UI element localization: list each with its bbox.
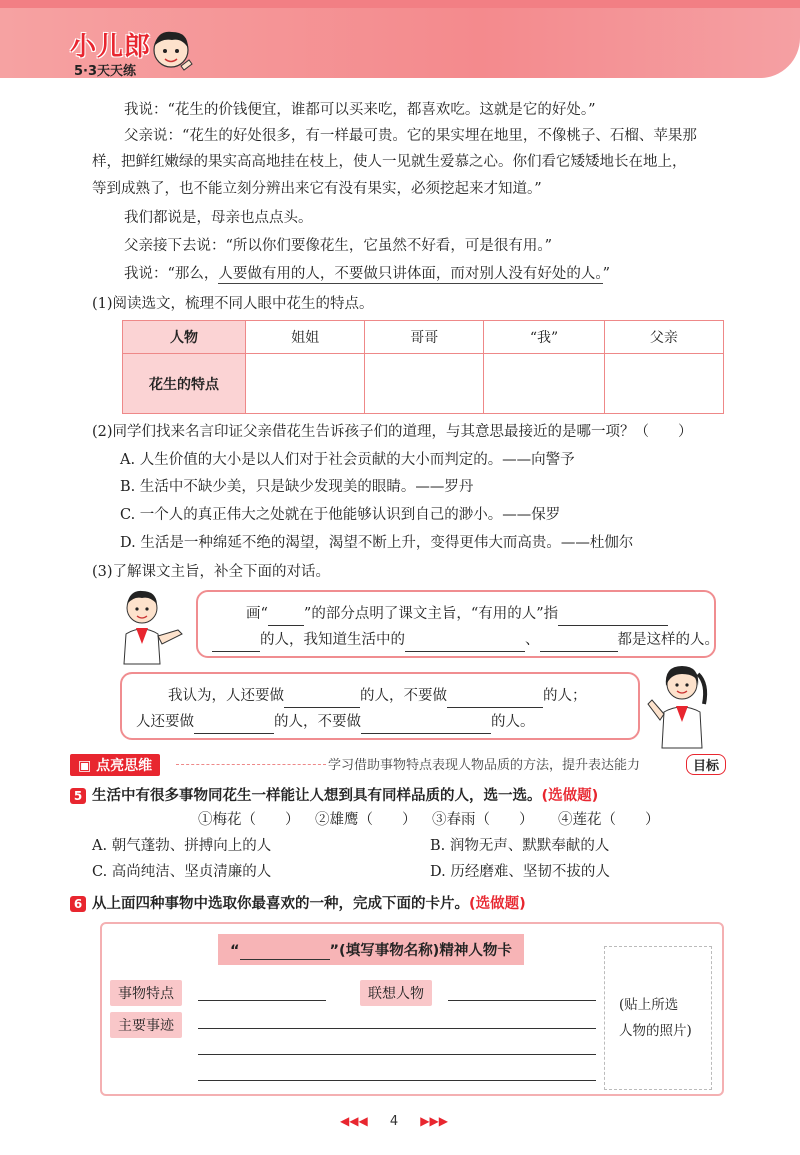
book-icon: ▣ xyxy=(78,758,97,774)
q3-prompt: (3)了解课文主旨，补全下面的对话。 xyxy=(92,564,331,580)
brand-logo: 小儿郎 xyxy=(70,32,152,62)
student-girl-icon xyxy=(642,660,722,750)
bubble1-text-a: 画“ xyxy=(246,606,268,622)
q5-option-c: C. 高尚纯洁、坚贞清廉的人 xyxy=(92,864,272,880)
bubble2-text-c: 的人； xyxy=(543,688,587,704)
q1-table-col-1: 姐姐 xyxy=(246,321,365,354)
passage-line-1: 我说：“花生的价钱便宜，谁都可以买来吃，都喜欢吃。这就是它的好处。” xyxy=(124,102,596,118)
q5-item-1[interactable]: ①梅花（ ） xyxy=(198,812,300,828)
q1-table-row-label: 花生的特点 xyxy=(123,354,246,414)
q6-heading xyxy=(70,892,526,913)
next-arrows-icon: ▶▶▶ xyxy=(420,1114,448,1128)
q1-table-col-3: “我” xyxy=(484,321,604,354)
dialogue-bubble-1 xyxy=(196,590,719,658)
bubble2-line-1 xyxy=(168,684,587,708)
q1-answer-cell-3[interactable] xyxy=(484,354,604,414)
card-photo-text-2: 人物的照片) xyxy=(619,1023,692,1039)
q2-option-c[interactable]: C. 一个人的真正伟大之处就在于他能够认识到自己的渺小。——保罗 xyxy=(120,507,561,523)
q6-optional-tag: (选做题) xyxy=(469,896,526,912)
bubble2-text-d: 人还要做 xyxy=(136,714,194,730)
section-divider xyxy=(176,764,326,765)
q1-answer-cell-4[interactable] xyxy=(604,354,723,414)
card-title xyxy=(218,934,524,965)
card-title-suffix: ”(填写事物名称)精神人物卡 xyxy=(329,943,512,959)
card-feature-blank[interactable] xyxy=(198,984,326,1001)
passage-key-sentence: 人要做有用的人，不要做只讲体面，而对别人没有好处的人。 xyxy=(218,266,603,282)
q1-table xyxy=(122,320,724,414)
bubble1-blank-1[interactable] xyxy=(268,609,304,626)
passage-line-7-prefix: 我说：“那么， xyxy=(124,266,219,282)
mascot-boy-icon xyxy=(148,26,194,76)
card-title-blank[interactable] xyxy=(240,943,330,960)
q1-table-header-label: 人物 xyxy=(123,321,246,354)
bubble1-blank-2[interactable] xyxy=(558,609,668,626)
q5-option-d: D. 历经磨难、坚韧不拔的人 xyxy=(430,864,610,880)
card-label-feature: 事物特点 xyxy=(110,980,182,1006)
bubble1-line-2 xyxy=(212,628,719,652)
section-description: 学习借助事物特点表现人物品质的方法，提升表达能力 xyxy=(328,758,641,773)
bubble2-blank-4[interactable] xyxy=(361,717,491,734)
bubble1-text-b: ”的部分点明了课文主旨，“有用的人”指 xyxy=(303,606,559,622)
card-photo-text-1: (贴上所选 xyxy=(619,997,679,1013)
q5-heading xyxy=(70,784,598,805)
q5-option-b: B. 润物无声、默默奉献的人 xyxy=(430,838,610,854)
brand-subtitle: 5·3天天练 xyxy=(74,64,137,79)
q6-number: 6 xyxy=(70,896,86,912)
page-number: 4 xyxy=(389,1114,399,1129)
bubble2-line-2 xyxy=(136,710,535,734)
card-deeds-line-2[interactable] xyxy=(198,1038,596,1055)
card-person-blank[interactable] xyxy=(448,984,596,1001)
passage-line-6: 父亲接下去说：“所以你们要像花生，它虽然不好看，可是很有用。” xyxy=(124,238,553,254)
dialogue-bubble-2 xyxy=(120,672,640,740)
section-label xyxy=(70,754,160,776)
q6-prompt: 从上面四种事物中选取你最喜欢的一种，完成下面的卡片。 xyxy=(92,896,469,912)
q5-item-4[interactable]: ④莲花（ ） xyxy=(558,812,660,828)
bubble1-blank-4[interactable] xyxy=(405,635,525,652)
q1-table-col-2: 哥哥 xyxy=(365,321,484,354)
bubble2-text-f: 的人。 xyxy=(491,714,535,730)
bubble1-text-c: 的人，我知道生活中的 xyxy=(260,632,405,648)
bubble1-line-1 xyxy=(246,602,668,626)
q2-option-d[interactable]: D. 生活是一种绵延不绝的渴望，渴望不断上升，变得更伟大而高贵。——杜伽尔 xyxy=(120,535,634,551)
passage-line-7 xyxy=(124,262,610,286)
bubble2-blank-3[interactable] xyxy=(194,717,274,734)
section-goal-badge: 目标 xyxy=(686,754,726,775)
bubble1-text-e: 都是这样的人。 xyxy=(617,632,719,648)
card-title-prefix: “ xyxy=(230,943,240,959)
q5-option-a: A. 朝气蓬勃、拼搏向上的人 xyxy=(92,838,272,854)
card-photo-placeholder[interactable] xyxy=(604,946,712,1090)
bubble2-blank-2[interactable] xyxy=(447,691,543,708)
q1-prompt: (1)阅读选文，梳理不同人眼中花生的特点。 xyxy=(92,296,374,312)
q5-number: 5 xyxy=(70,788,86,804)
q5-item-3[interactable]: ③春雨（ ） xyxy=(432,812,534,828)
bubble1-text-d: 、 xyxy=(525,632,540,648)
passage-line-7-suffix: ” xyxy=(602,266,611,282)
card-label-deeds: 主要事迹 xyxy=(110,1012,182,1038)
q2-prompt: (2)同学们找来名言印证父亲借花生告诉孩子们的道理，与其意思最接近的是哪一项？（ ） xyxy=(92,424,693,440)
bubble2-text-b: 的人，不要做 xyxy=(360,688,447,704)
q5-optional-tag: (选做题) xyxy=(541,788,599,804)
section-bar xyxy=(70,754,730,774)
passage-line-5: 我们都说是，母亲也点点头。 xyxy=(124,210,313,226)
card-deeds-line-1[interactable] xyxy=(198,1012,596,1029)
bubble1-blank-3[interactable] xyxy=(212,635,260,652)
header-strip xyxy=(0,0,800,8)
passage-line-2: 父亲说：“花生的好处很多，有一样最可贵。它的果实埋在地里，不像桃子、石榴、苹果那 xyxy=(124,128,697,144)
spirit-person-card xyxy=(100,922,724,1096)
prev-arrows-icon: ◀◀◀ xyxy=(340,1114,368,1128)
q2-option-b[interactable]: B. 生活中不缺少美，只是缺少发现美的眼睛。——罗丹 xyxy=(120,479,474,495)
q2-option-a[interactable]: A. 人生价值的大小是以人们对于社会贡献的大小而判定的。——向警予 xyxy=(120,452,575,468)
bubble1-blank-5[interactable] xyxy=(540,635,618,652)
bubble2-blank-1[interactable] xyxy=(284,691,360,708)
passage-line-4: 等到成熟了，也不能立刻分辨出来它有没有果实，必须挖起来才知道。” xyxy=(92,181,542,197)
q5-item-2[interactable]: ②雄鹰（ ） xyxy=(315,812,417,828)
bubble2-text-a: 我认为，人还要做 xyxy=(168,688,284,704)
student-boy-icon xyxy=(112,586,192,666)
q5-prompt: 生活中有很多事物同花生一样能让人想到具有同样品质的人，选一选。 xyxy=(92,788,542,804)
q1-answer-cell-1[interactable] xyxy=(246,354,365,414)
q1-table-col-4: 父亲 xyxy=(604,321,723,354)
passage-line-3: 样，把鲜红嫩绿的果实高高地挂在枝上，使人一见就生爱慕之心。你们看它矮矮地长在地上， xyxy=(92,154,687,170)
card-label-person: 联想人物 xyxy=(360,980,432,1006)
q1-answer-cell-2[interactable] xyxy=(365,354,484,414)
page-footer xyxy=(340,1114,448,1129)
bubble2-text-e: 的人，不要做 xyxy=(274,714,361,730)
section-label-text: 点亮思维 xyxy=(96,758,153,774)
card-deeds-line-3[interactable] xyxy=(198,1064,596,1081)
